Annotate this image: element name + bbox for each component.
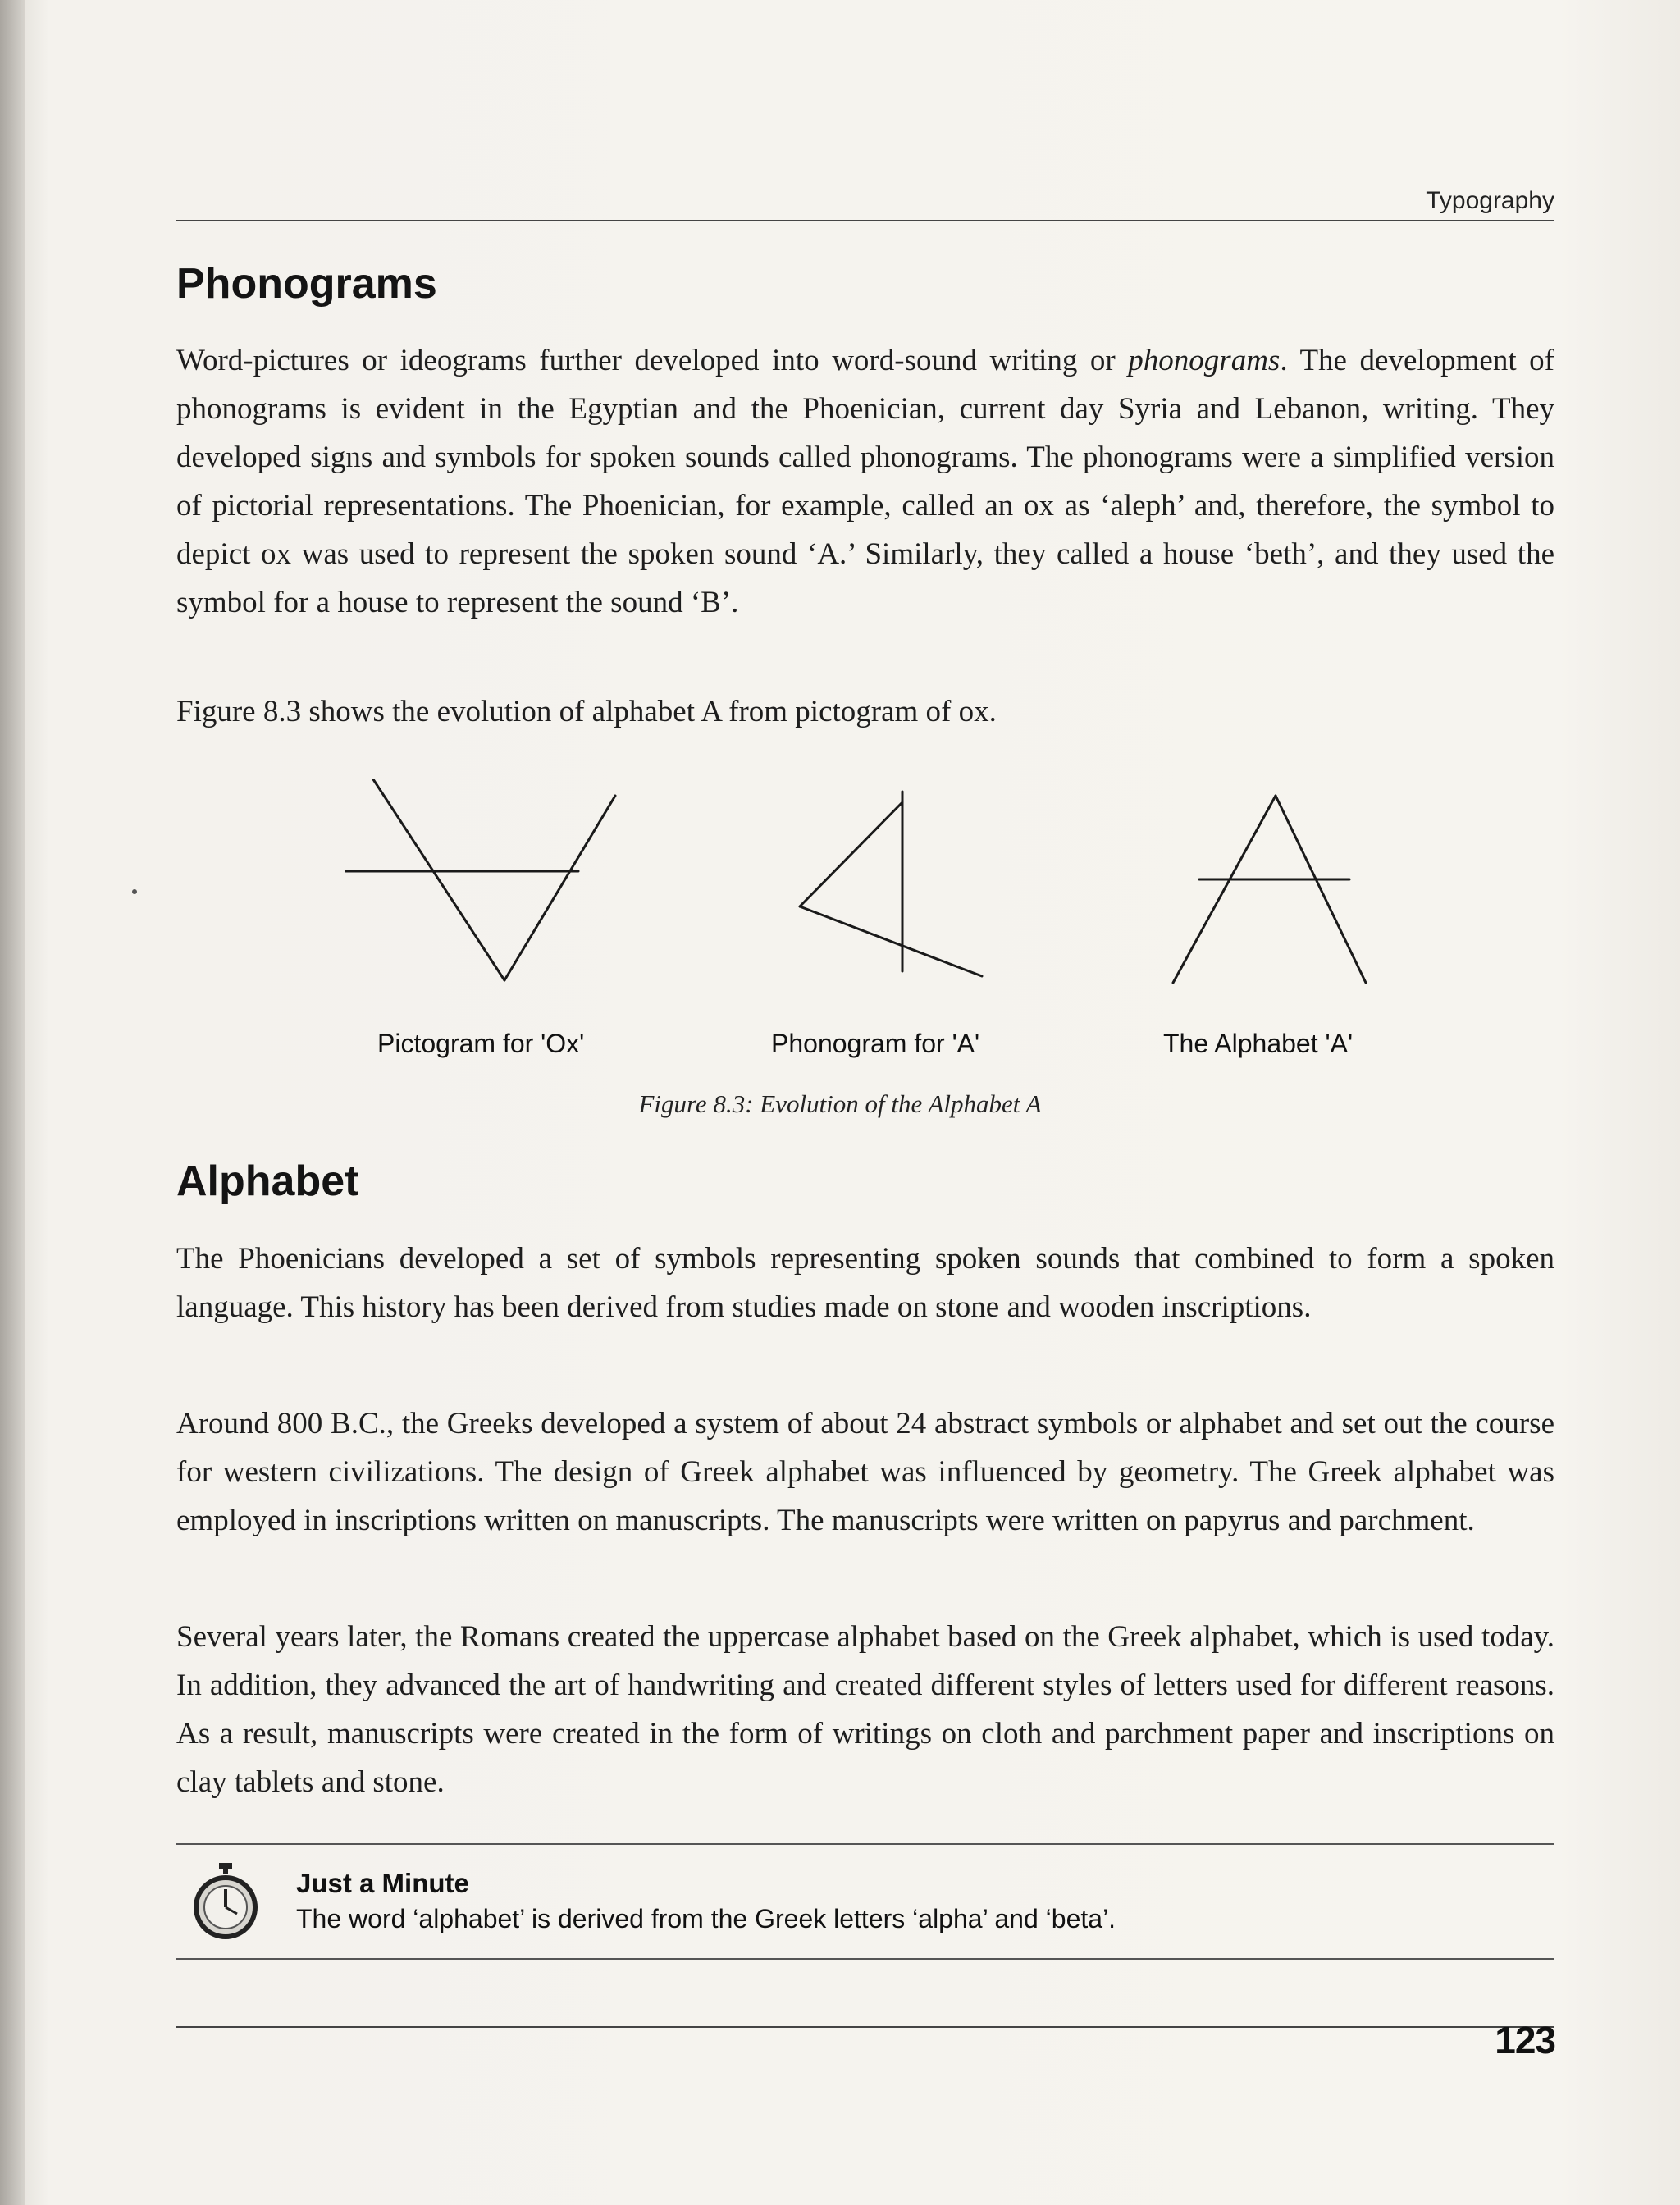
note-text: The word ‘alphabet’ is derived from the Greek letters ‘alpha’ and ‘beta’. — [296, 1904, 1116, 1933]
heading-alphabet: Alphabet — [176, 1157, 359, 1205]
paragraph-text: . The development of phonograms is evident in the Egyptian and the Phoenician, current day Syria and Lebanon, writing. They developed signs and symbols for spoken sounds called phonograms. The phonograms were a simplified version of pictorial representations. The Phoenician, for example, called an ox as ‘aleph’ and, therefore, the symbol to depict ox was used to represent the spoken sound ‘A.’ Similarly, they called a house ‘beth’, and they used the symbol for a house to represent the sound ‘B’. — [176, 344, 1554, 619]
paragraph-phonograms-2: Figure 8.3 shows the evolution of alphabet A from pictogram of ox. — [176, 695, 997, 728]
just-a-minute-note — [176, 1843, 1554, 1960]
footer-rule — [176, 2026, 1554, 2028]
heading-phonograms: Phonograms — [176, 260, 437, 308]
label-alphabet-a: The Alphabet 'A' — [1163, 1029, 1354, 1058]
phonogram-a — [800, 792, 982, 976]
page-number: 123 — [1495, 2019, 1555, 2061]
paragraph-alphabet-3: Several years later, the Romans created the uppercase alphabet based on the Greek alphabet, which is used today. In addition, they advanced the art of handwriting and created different styles of letters used for different reasons. As a result, manuscripts were created in the form of writings on cloth and parchment paper and inscriptions on clay tablets and stone. — [176, 1620, 1554, 1799]
label-pictogram-ox: Pictogram for 'Ox' — [377, 1029, 585, 1058]
paragraph-alphabet-2: Around 800 B.C., the Greeks developed a system of about 24 abstract symbols or alphabet and set out the course for western civilizations. The design of Greek alphabet was influenced by geometry. The Greek alphabet was employed in inscriptions written on manuscripts. The manuscripts were written on papyrus and parchment. — [176, 1407, 1554, 1537]
alphabet-evolution-diagram — [345, 779, 1403, 993]
header-rule — [176, 220, 1554, 221]
note-title: Just a Minute — [296, 1868, 469, 1898]
running-header: Typography — [1426, 187, 1554, 214]
paragraph-text: Word-pictures or ideograms further developed into word-sound writing or — [176, 344, 1129, 377]
emphasis-phonograms: phonograms — [1128, 344, 1281, 377]
label-phonogram-a: Phonogram for 'A' — [771, 1029, 980, 1058]
figure-caption: Figure 8.3: Evolution of the Alphabet A — [638, 1089, 1042, 1118]
stopwatch-icon — [191, 1861, 260, 1940]
paragraph-alphabet-1: The Phoenicians developed a set of symbols representing spoken sounds that combined to form a spoken language. This history has been derived from studies made on stone and wooden inscriptions. — [176, 1242, 1554, 1324]
paragraph-phonograms-1 — [176, 336, 1554, 627]
alphabet-a — [1173, 796, 1366, 983]
stray-dot — [132, 889, 137, 894]
ox-pictogram — [345, 779, 615, 980]
